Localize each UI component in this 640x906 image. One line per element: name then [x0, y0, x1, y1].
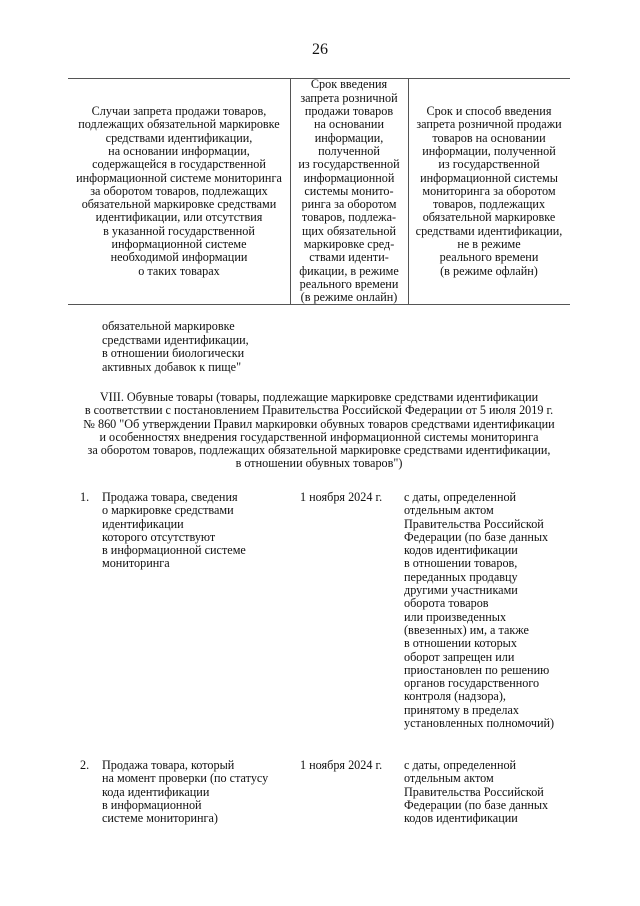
header-col-cases-text: Случаи запрета продажи товаров, подлежащих обязательной маркировке средствами идентификации, на основании информации, содержащейся в государственной информационной системе мониторинга за оборотом товаров, подлежащих обязательной маркировке средствами идентификации, или отсутствия в указанной государственной информационной системе необходимой информации о таких товарах	[76, 104, 282, 278]
row-method: с даты, определенной отдельным актом Правительства Российской Федерации (по базе данных кодов идентификации	[404, 758, 549, 826]
header-col-online-text: Срок введения запрета розничной продажи товаров на основании информации, полученной из государственной информационной системы монито- ринга за оборотом товаров, подлежа- щих обязательной маркировке сред- ствами иденти- фикации, в режиме реального времени (в режиме онлайн)	[298, 77, 400, 305]
row-date: 1 ноября 2024 г.	[300, 490, 383, 504]
header-col-offline-text: Срок и способ введения запрета розничной продажи товаров на основании информации, полученной из государственной информационной системы мониторинга за оборотом товаров, подлежащих обязательной маркировке средствами идентификации, не в режиме реального времени (в режиме офлайн)	[415, 104, 563, 278]
row-case: Продажа товара, сведения о маркировке средствами идентификации которого отсутствуют в информационной системе мониторинга	[102, 490, 246, 571]
row-method: с даты, определенной отдельным актом Правительства Российской Федерации (по базе данных кодов идентификации в отношении товаров, переданных продавцу другими участниками оборота товаров или произведенных (ввезенных) им, а также в отношении которых оборот запрещен или приостановлен по решению органов государственного контроля (надзора), принятому в пределах установленных полномочий)	[404, 490, 555, 731]
row-date: 1 ноября 2024 г.	[300, 758, 383, 772]
header-col-offline	[408, 78, 570, 305]
header-col-cases	[68, 78, 290, 305]
table-header	[68, 78, 570, 305]
section-title: VIII. Обувные товары (товары, подлежащие маркировке средствами идентификации в соответствии с постановлением Правительства Российской Федерации от 5 июля 2019 г. № 860 "Об утверждении Правил маркировки обувных товаров средствами идентификации и особенностях внедрения государственной информационной системы мониторинга за оборотом товаров, подлежащих обязательной маркировке средствами идентификации, в отношении обувных товаров")	[83, 390, 555, 471]
header-col-online	[290, 78, 408, 305]
page-number: 26	[312, 41, 328, 58]
row-number: 1.	[80, 490, 90, 504]
continuation-text: обязательной маркировке средствами идентификации, в отношении биологически активных добавок к пище"	[102, 319, 249, 374]
row-case: Продажа товара, который на момент проверки (по статусу кода идентификации в информационной системе мониторинга)	[102, 758, 269, 826]
row-number: 2.	[80, 758, 90, 772]
